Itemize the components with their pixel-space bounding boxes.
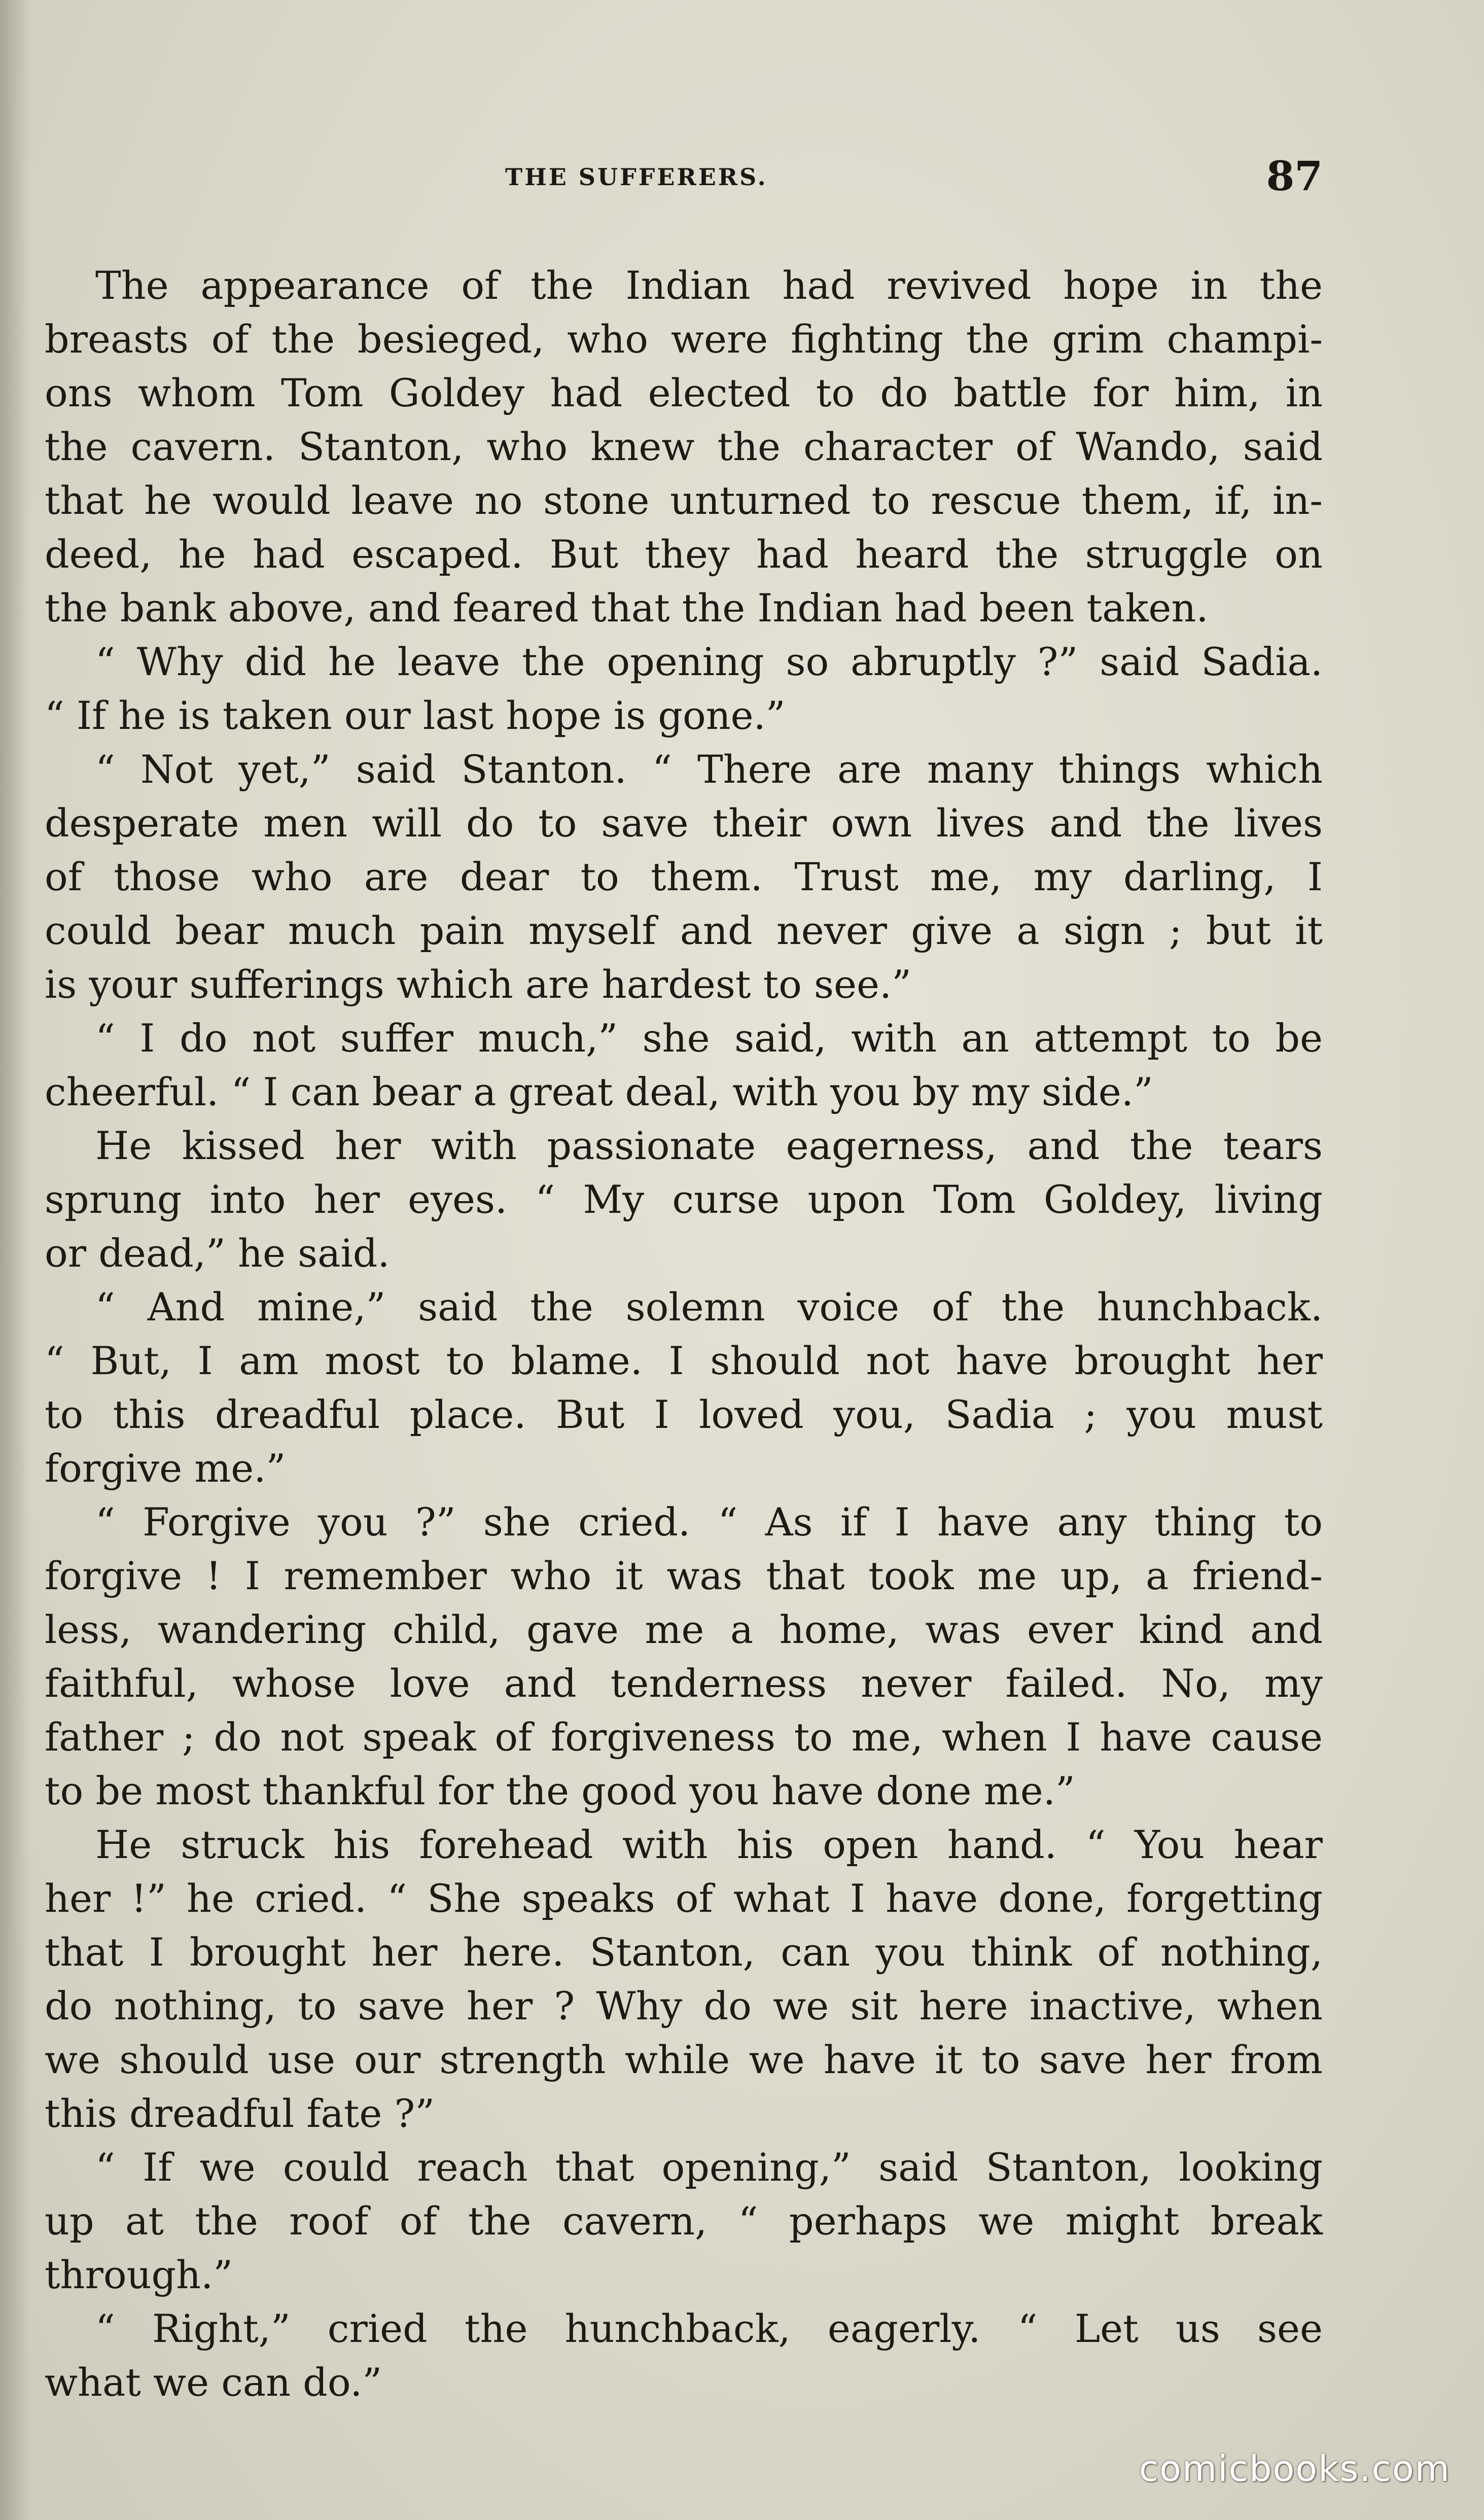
text-line: desperate men will do to save their own lives and the lives [45, 800, 1323, 846]
text-line: we should use our strength while we have it to save her from [45, 2037, 1323, 2082]
paragraph [45, 2302, 1323, 2409]
text-line: “ If we could reach that opening,” said Stanton, looking [95, 2145, 1323, 2190]
paragraph [45, 743, 1323, 1011]
text-line: cheerful. “ I can bear a great deal, with you by my side.” [45, 1069, 1153, 1114]
paragraph [45, 1011, 1323, 1119]
text-line: could bear much pain myself and never give a sign ; but it [45, 908, 1323, 953]
running-head [45, 152, 1323, 203]
paragraph [45, 1280, 1323, 1495]
text-line: He struck his forehead with his open hand. “ You hear [95, 1822, 1323, 1867]
running-title: THE SUFFERERS. [505, 163, 768, 191]
text-line: father ; do not speak of forgiveness to me, when I have cause [45, 1714, 1323, 1760]
text-line: “ Right,” cried the hunchback, eagerly. “ Let us see [95, 2306, 1323, 2351]
text-line: to this dreadful place. But I loved you, Sadia ; you must [45, 1392, 1323, 1437]
text-line: the cavern. Stanton, who knew the character of Wando, said [45, 424, 1323, 469]
text-line: “ Why did he leave the opening so abruptly ?” said Sadia. [95, 639, 1323, 684]
text-line: through.” [45, 2252, 233, 2297]
text-line: faithful, whose love and tenderness never failed. No, my [45, 1661, 1323, 1706]
text-line: the bank above, and feared that the Indian had been taken. [45, 585, 1209, 631]
text-line: ons whom Tom Goldey had elected to do battle for him, in [45, 370, 1323, 415]
text-line: less, wandering child, gave me a home, was ever kind and [45, 1607, 1323, 1652]
text-line: He kissed her with passionate eagerness, and the tears [95, 1123, 1323, 1168]
text-line: “ Forgive you ?” she cried. “ As if I have any thing to [95, 1499, 1323, 1545]
text-line: of those who are dear to them. Trust me, my darling, I [45, 854, 1323, 899]
text-line: deed, he had escaped. But they had heard the struggle on [45, 532, 1323, 577]
text-line: is your sufferings which are hardest to see.” [45, 962, 911, 1007]
text-line: up at the roof of the cavern, “ perhaps we might break [45, 2198, 1323, 2244]
text-line: forgive me.” [45, 1446, 286, 1491]
text-line: “ But, I am most to blame. I should not have brought her [45, 1338, 1323, 1383]
text-line: “ If he is taken our last hope is gone.” [45, 693, 786, 738]
text-line: this dreadful fate ?” [45, 2091, 435, 2136]
paragraph [45, 1495, 1323, 1818]
text-line: “ I do not suffer much,” she said, with an attempt to be [95, 1016, 1323, 1061]
text-line: sprung into her eyes. “ My curse upon Tom Goldey, living [45, 1177, 1323, 1222]
paragraph [45, 1818, 1323, 2141]
gutter-shadow [0, 0, 30, 2520]
text-line: do nothing, to save her ? Why do we sit here inactive, when [45, 1983, 1323, 2028]
paragraph [45, 635, 1323, 743]
text-line: “ And mine,” said the solemn voice of the hunchback. [95, 1284, 1323, 1329]
text-line: The appearance of the Indian had revived hope in the [95, 263, 1323, 308]
text-line: her !” he cried. “ She speaks of what I have done, forgetting [45, 1876, 1323, 1921]
text-line: that he would leave no stone unturned to rescue them, if, in- [45, 478, 1323, 523]
text-line: what we can do.” [45, 2360, 382, 2405]
paragraph [45, 1119, 1323, 1280]
text-line: or dead,” he said. [45, 1231, 390, 1276]
text-line: breasts of the besieged, who were fighting the grim champi- [45, 317, 1323, 362]
body-text [45, 259, 1323, 2409]
text-line: to be most thankful for the good you have done me.” [45, 1768, 1075, 1813]
text-line: “ Not yet,” said Stanton. “ There are many things which [95, 747, 1323, 792]
paragraph [45, 259, 1323, 635]
text-line: that I brought her here. Stanton, can you think of nothing, [45, 1930, 1323, 1975]
watermark-logo: comicbooks.com [1139, 2448, 1451, 2490]
page-number: 87 [1266, 152, 1323, 200]
text-line: forgive ! I remember who it was that took me up, a friend- [45, 1553, 1323, 1598]
paragraph [45, 2141, 1323, 2302]
